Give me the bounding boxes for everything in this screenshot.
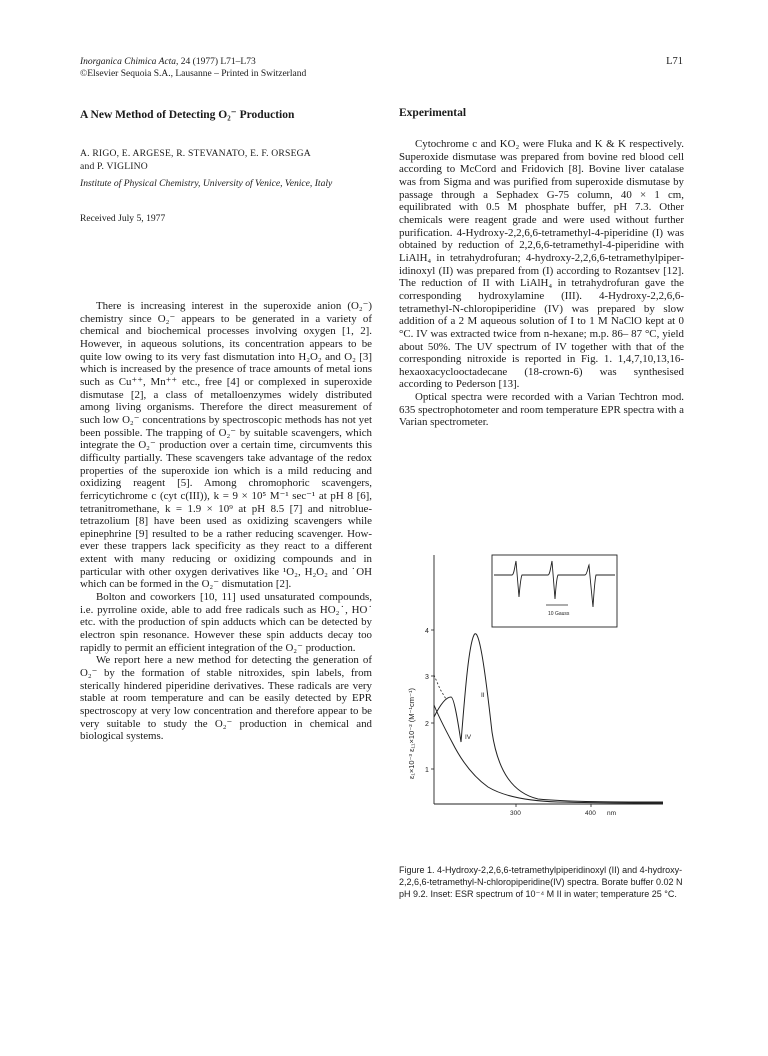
journal-volume: , 24 (1977) L71–L73 (176, 57, 256, 67)
received-date: Received July 5, 1977 (80, 213, 166, 224)
experimental-paragraph: Optical spectra were recorded with a Varian Techtron mod. 635 spectrophotometer and room temperature EPR spectra with a Varian spectrometer. (399, 391, 684, 429)
x-tick-label: 300 (510, 810, 521, 817)
journal-citation (80, 56, 306, 68)
curve-ii (434, 634, 663, 802)
curve-label-iv: IV (465, 734, 472, 741)
inset-scale-label: 10 Gauss (548, 611, 570, 617)
experimental-paragraph: Cytochrome c and KO₂ were Fluka and K & K respectively. Superoxide dismutase was prepared from bovine red blood cell according to McCord and Fridovich [8]. Bovine liver catalase was from Sigma and was purified from superoxide dismutase by passage through a Sephadex G-75 column, 40 × 1 cm, equilibrated with 0.5 M phosphate buffer, pH 7.3. Other chemicals were reagent grade and were used without further purification. 4-Hydroxy-2,2,6,6-tetramethyl-4-piperidine (I) was obtained by reduction of 2,2,6,6-tetramethyl-4-piperidine with LiAlH₄ in tetrahydrofuran; 4-hydroxy-2,2,6,6-tetramethylpiperidinoxyl (II) was prepared from (I) according to Rozantsev [12]. The reduction of II with LiAlH₄ in tetrahydrofuran gave the corresponding hydroxylamine (III). 4-Hydroxy-2,2,6,6-tetramethyl-N-chloropiperidine (IV) was prepared by slow addition of a 2 M aqueous solution of I to 1 M NaClO kept at 0 °C. IV was extracted twice from n-hexane; m.p. 86– 87 °C, yield about 50%. The UV spectrum of IV together with that of the corresponding nitroxide is reported in Fig. 1. 1,4,7,10,13,16-hexaoxacyclooctadecane (18-crown-6) was synthesised according to Pederson [13]. (399, 138, 684, 391)
author-list (80, 148, 380, 173)
y-tick-label: 1 (425, 767, 429, 774)
curve-iv (434, 705, 663, 803)
article-title: A New Method of Detecting O₂⁻ Production (80, 109, 295, 121)
y-axis-label: ε₁×10⁻³ ε₁₁×10⁻² (M⁻¹cm⁻¹) (407, 688, 416, 779)
authors-line-1: A. RIGO, E. ARGESE, R. STEVANATO, E. F. ORSEGA (80, 148, 311, 159)
y-tick-label: 4 (425, 628, 429, 635)
y-tick-label: 2 (425, 721, 429, 728)
body-paragraph: Bolton and coworkers [10, 11] used unsaturated compounds, i.e. pyrroline oxide, able to add free radicals such as HO₂˙, HO˙ etc. with the production of spin adducts which can be detected by electron spin resonance. However these spin adducts decay too rapidly to permit an efficient integration of the O₂⁻ production. (80, 591, 372, 654)
left-column-body (80, 300, 372, 743)
figure-1-spectra (388, 547, 688, 857)
x-tick-label: 400 (585, 810, 596, 817)
authors-line-2: and P. VIGLINO (80, 160, 148, 172)
x-unit-label: nm (607, 810, 617, 817)
body-paragraph: There is increasing interest in the superoxide anion (O₂⁻) chemistry since O₂⁻ appears to be generated in a variety of chemical and biochemical processes involving oxygen [1, 2]. However, in aqueous solutions, its concentration appears to be quite low owing to its very fast dismutation into H₂O₂ and O₂ [3] which is increased by the presence of trace amounts of metal ions such as Cu⁺⁺, Mn⁺⁺ etc., free [4] or complexed in superoxide dismutase [2], a class of metalloenzymes widely distributed among living organisms. Therefore the direct measurement of such low O₂⁻ concentrations by spectroscopic methods has not yet been possible. The trapping of O₂⁻ by suitable scavengers, which integrate the O₂⁻ production over a certain time, circumvents this difficulty partially. These scavengers take advantage of the redox properties of the superoxide ion which is a mild reducing and oxidizing reagent [5]. Among chromophoric scavengers, ferricytichrome c (cyt c(III)), k = 9 × 10⁵ M⁻¹ sec⁻¹ at pH 8 [6], tetranitromethane, k = 1.9 × 10⁹ at pH 8.5 [7] and nitroblue-tetrazolium [8] have been used as oxidizing scavengers while epinephrine [9] resulted to be a rather reducing scavenger. However these trappers lack specificity as they react to a different extent with many reducing or oxidizing compounds and in particular with other oxygen derivatives like ¹O₂, H₂O₂ and ˙OH which can be formed in the O₂⁻ dismutation [2]. (80, 300, 372, 591)
section-heading-experimental: Experimental (399, 107, 467, 119)
publisher-line: ©Elsevier Sequoia S.A., Lausanne – Printed in Switzerland (80, 69, 307, 79)
right-column-body (399, 138, 684, 429)
page-number: L71 (666, 56, 683, 67)
y-tick-label: 3 (425, 674, 429, 681)
journal-name: Inorganica Chimica Acta (80, 57, 177, 67)
running-header (80, 56, 306, 80)
body-paragraph: We report here a new method for detecting the generation of O₂⁻ by the formation of stable nitroxides, spin labels, from sterically hindered piperidine derivatives. These radicals are very stable at room temperature and can be easily detected by EPR spectroscopy at very low concentration and therefore appear to be very suitable to study the O₂⁻ production in chemical and biological systems. (80, 654, 372, 743)
figure-1-caption: Figure 1. 4-Hydroxy-2,2,6,6-tetramethylpiperidinoxyl (II) and 4-hydroxy-2,2,6,6-tetramethyl-N-chloropiperidine(IV) spectra. Borate buffer 0.02 N pH 9.2. Inset: ESR spectrum of 10⁻⁴ M II in water; temperature 25 °C. (399, 865, 683, 899)
curve-label-ii: II (481, 692, 485, 699)
inset-esr-spectrum (492, 555, 617, 627)
author-institution: Institute of Physical Chemistry, University of Venice, Venice, Italy (80, 178, 333, 189)
